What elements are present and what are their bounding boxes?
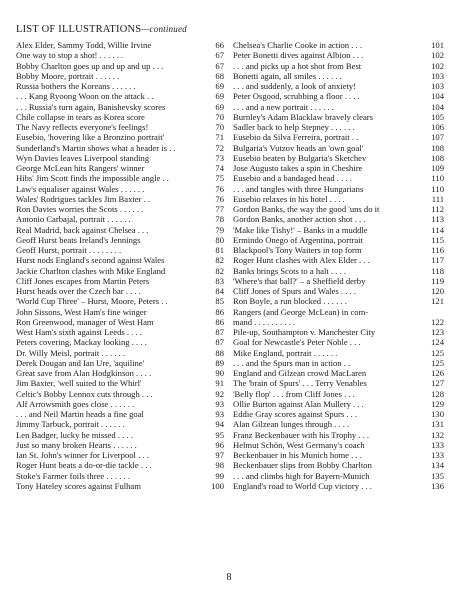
- illustration-page: 101: [431, 40, 444, 50]
- illustration-page: 125: [431, 357, 444, 368]
- list-item: [233, 143, 444, 153]
- list-item: [233, 184, 444, 194]
- illustration-page: 128: [431, 388, 444, 399]
- illustration-caption: Geoff Hurst beats Ireland's Jennings: [16, 234, 141, 245]
- illustration-caption: Hibs' Jim Scott finds the impossible angle . .: [16, 173, 169, 184]
- illustration-caption: Just so many broken Hearts . . . . . .: [16, 439, 137, 450]
- illustration-caption: 'World Cup Three' – Hurst, Moore, Peters . .: [16, 296, 168, 307]
- illustration-caption: Celtic's Bobby Lennox cuts through . . .: [16, 388, 153, 399]
- list-item: [233, 358, 444, 368]
- right-column: [233, 40, 444, 491]
- list-item: [233, 214, 444, 224]
- illustration-caption: Bobby Charlton goes up and up and up . . .: [16, 60, 164, 71]
- illustration-page: 97: [215, 450, 224, 460]
- illustration-caption: Gordon Banks, the way the good 'uns do it: [233, 204, 380, 214]
- illustration-caption: Chile collapse in tears as Korea score: [16, 111, 145, 122]
- illustration-page: 81: [215, 245, 224, 255]
- illustration-caption: West Ham's sixth against Leeds . . . .: [16, 327, 142, 337]
- list-item: [16, 450, 224, 460]
- illustration-page: 108: [431, 142, 444, 153]
- illustration-page: 130: [431, 409, 444, 419]
- illustration-caption: Burnley's Adam Blacklaw bravely clears: [233, 111, 373, 122]
- list-item: [233, 235, 444, 245]
- illustration-caption: Great save from Alan Hodgkinson . . . .: [16, 368, 152, 378]
- list-item: [233, 307, 444, 317]
- illustration-caption: Peter Bonetti dives against Albion . . .: [233, 50, 364, 61]
- list-item: [16, 266, 224, 276]
- illustration-page: 69: [215, 81, 224, 91]
- illustration-page: 118: [431, 265, 444, 276]
- illustration-page: 127: [431, 378, 444, 389]
- list-item: [16, 204, 224, 214]
- list-item: [233, 102, 444, 112]
- illustration-caption: . . . and tangles with three Hungarians: [233, 183, 364, 194]
- illustration-page: 82: [215, 265, 224, 276]
- illustration-page: 88: [215, 347, 224, 358]
- list-item: [16, 296, 224, 306]
- list-item: [233, 430, 444, 440]
- list-item: [233, 481, 444, 491]
- illustration-caption: Gordon Banks, another action shot . . .: [233, 214, 366, 225]
- list-item: [233, 255, 444, 265]
- illustration-page: 95: [215, 429, 224, 440]
- illustration-page: 132: [431, 429, 444, 440]
- illustration-caption: . . . and a new portrait . . . . . .: [233, 101, 334, 112]
- list-item: [16, 143, 224, 153]
- illustration-caption: Eusebio, 'hovering like a Bronzino portrait': [16, 132, 165, 143]
- illustration-page: 86: [215, 316, 224, 327]
- illustration-caption: Jose Augusto takes a spin in Cheshire: [233, 163, 363, 173]
- list-item: [16, 317, 224, 327]
- illustration-page: 87: [215, 327, 224, 337]
- illustration-page: 113: [431, 214, 444, 225]
- illustration-caption: Geoff Hurst, portrait . . . . . . . .: [16, 245, 122, 255]
- list-item: [16, 276, 224, 286]
- illustration-caption: One way to stop a shot! . . . . . .: [16, 50, 124, 61]
- list-item: [233, 71, 444, 81]
- illustration-caption: Alex Elder, Sammy Todd, Willie Irvine: [16, 40, 152, 50]
- illustration-caption: Eddie Gray scores against Spurs . . .: [233, 409, 358, 419]
- illustration-page: 111: [431, 193, 444, 204]
- illustration-caption: Blackpool's Tony Waiters in top form: [233, 245, 362, 255]
- list-item: [233, 419, 444, 429]
- illustration-caption: Peters covering, Mackay looking . . . .: [16, 337, 147, 348]
- list-item: [233, 153, 444, 163]
- illustration-page: 134: [431, 460, 444, 471]
- illustration-caption: Derek Dougan and Ian Ure, 'aquiline': [16, 357, 145, 368]
- list-item: [233, 450, 444, 460]
- list-item: [233, 81, 444, 91]
- illustration-page: 117: [431, 255, 444, 266]
- list-item: [233, 194, 444, 204]
- list-item: [16, 460, 224, 470]
- list-item: [16, 348, 224, 358]
- illustration-caption: Cliff Jones escapes from Martin Peters: [16, 275, 150, 286]
- illustration-caption: Sunderland's Martin shows what a header is . .: [16, 142, 176, 153]
- left-column: [16, 40, 224, 491]
- list-item: [16, 50, 224, 60]
- illustration-caption: Bonetti again, all smiles . . . . . .: [233, 70, 342, 81]
- list-item: [233, 204, 444, 214]
- list-item: [233, 327, 444, 337]
- illustration-page: 99: [215, 470, 224, 481]
- illustration-page: 131: [431, 419, 444, 430]
- illustration-page: 124: [431, 337, 444, 348]
- illustration-page: 135: [431, 470, 444, 481]
- list-item: [16, 214, 224, 224]
- list-item: [233, 460, 444, 470]
- list-item: [233, 122, 444, 132]
- list-item: [16, 132, 224, 142]
- list-item: [233, 286, 444, 296]
- illustration-caption: Antonio Carbajal, portrait . . . . . .: [16, 214, 131, 225]
- illustration-caption: Goal for Newcastle's Peter Noble . . .: [233, 337, 361, 348]
- illustration-page: 105: [431, 111, 444, 122]
- list-item: [16, 389, 224, 399]
- illustration-page: 91: [215, 378, 224, 389]
- list-item: [233, 440, 444, 450]
- illustration-page: 77: [215, 204, 224, 214]
- illustration-page: 85: [215, 296, 224, 307]
- illustration-page: 104: [431, 91, 444, 102]
- illustration-caption: 'Belly flop' . . . from Cliff Jones . . .: [233, 388, 355, 399]
- illustration-page: 73: [215, 152, 224, 163]
- illustration-caption: Rangers (and George McLean) in com-: [233, 306, 369, 317]
- illustration-caption: Dr. Willy Meisl, portrait . . . . . .: [16, 347, 126, 358]
- illustration-caption: Roger Hunt clashes with Alex Elder . . .: [233, 255, 370, 266]
- list-item: [233, 173, 444, 183]
- illustration-caption: Ron Boyle, a run blocked . . . . . .: [233, 296, 347, 307]
- illustration-caption: Russia bothers the Koreans . . . . . .: [16, 81, 136, 91]
- illustration-page: 86: [215, 306, 224, 317]
- illustration-caption: Ian St. John's winner for Liverpool . . .: [16, 450, 149, 460]
- list-item: [16, 307, 224, 317]
- list-item: [16, 368, 224, 378]
- illustration-caption: Bulgaria's Vutzov heads an 'own goal': [233, 142, 364, 153]
- illustration-caption: Ollie Burton against Alan Mullery . . .: [233, 398, 364, 409]
- illustration-page: 98: [215, 460, 224, 471]
- illustration-caption: Alf Arrowsmith goes close . . . . . .: [16, 398, 135, 409]
- illustration-caption: Chelsea's Charlie Cooke in action . . .: [233, 40, 362, 50]
- illustration-caption: Mike England, portrait . . . . . .: [233, 347, 338, 358]
- list-item: [16, 102, 224, 112]
- list-item: [16, 337, 224, 347]
- illustration-caption: Ron Davies worries the Scots . . . . . .: [16, 204, 144, 214]
- illustration-page: 67: [215, 50, 224, 61]
- illustration-page: 69: [215, 91, 224, 102]
- illustration-caption: England's road to World Cup victory . . .: [233, 480, 372, 491]
- illustration-page: 110: [431, 173, 444, 184]
- illustration-caption: Jackie Charlton clashes with Mike England: [16, 265, 166, 276]
- illustration-page: 120: [431, 286, 444, 296]
- list-item: [233, 276, 444, 286]
- list-item: [16, 471, 224, 481]
- illustration-caption: George McLean hits Rangers' winner: [16, 163, 145, 173]
- illustration-page: 126: [431, 368, 444, 378]
- illustration-page: 103: [431, 81, 444, 91]
- list-item: [16, 481, 224, 491]
- list-item: [233, 399, 444, 409]
- list-item: [233, 132, 444, 142]
- illustration-page: 68: [215, 70, 224, 81]
- illustration-caption: Hurst nods England's second against Wales: [16, 255, 165, 266]
- list-item: [233, 471, 444, 481]
- list-item: [16, 378, 224, 388]
- heading-title: LIST OF ILLUSTRATIONS: [16, 24, 142, 35]
- illustration-page: 94: [215, 419, 224, 430]
- illustration-caption: Franz Beckenbauer with his Trophy . . .: [233, 429, 370, 440]
- list-item: [233, 91, 444, 101]
- illustration-caption: Stoke's Farmer foils three . . . . . .: [16, 470, 130, 481]
- illustration-page: 72: [215, 142, 224, 153]
- illustration-caption: . . . and picks up a hot shot from Best: [233, 60, 362, 71]
- illustration-page: 66: [215, 40, 224, 50]
- illustration-page: 74: [215, 163, 224, 173]
- list-heading: [16, 24, 187, 35]
- illustration-page: 93: [215, 409, 224, 419]
- illustration-page: 123: [431, 327, 444, 337]
- illustration-caption: Beckenbauer in his Munich home . . .: [233, 450, 362, 460]
- illustration-page: [424, 307, 444, 317]
- list-item: [233, 266, 444, 276]
- list-item: [233, 368, 444, 378]
- illustration-caption: Beckenbauer slips from Bobby Charlton: [233, 460, 372, 471]
- list-item: [233, 40, 444, 50]
- illustration-caption: . . . and climbs high for Bayern-Munich: [233, 470, 370, 481]
- page-number: 8: [226, 572, 232, 583]
- illustration-page: 84: [215, 286, 224, 296]
- illustration-caption: Roger Hunt beats a do-or-die tackle . . .: [16, 460, 152, 471]
- illustration-caption: Ron Greenwood, manager of West Ham: [16, 316, 154, 327]
- illustration-caption: Wyn Davies leaves Liverpool standing: [16, 152, 150, 163]
- list-item: [233, 225, 444, 235]
- illustration-page: 82: [215, 255, 224, 266]
- list-item: [233, 389, 444, 399]
- illustration-page: 100: [211, 480, 224, 491]
- list-item: [16, 173, 224, 183]
- illustration-caption: Wales' Rodrigues tackles Jim Baxter . .: [16, 193, 151, 204]
- list-item: [16, 245, 224, 255]
- illustration-caption: mand . . . . . . . . . .: [233, 316, 296, 327]
- illustration-page: 121: [431, 296, 444, 307]
- illustration-page: 71: [215, 132, 224, 143]
- illustration-page: 96: [215, 439, 224, 450]
- illustration-page: 79: [215, 224, 224, 235]
- illustration-page: 92: [215, 388, 224, 399]
- list-item: [16, 286, 224, 296]
- illustration-page: 67: [215, 60, 224, 71]
- illustration-caption: Pile-up, Southampton v. Manchester City: [233, 327, 376, 337]
- list-item: [233, 296, 444, 306]
- illustration-caption: Banks brings Scots to a halt . . . .: [233, 265, 346, 276]
- list-item: [16, 153, 224, 163]
- list-item: [233, 317, 444, 327]
- illustration-page: 109: [431, 163, 444, 173]
- illustration-page: 108: [431, 152, 444, 163]
- illustration-page: 125: [431, 347, 444, 358]
- list-item: [233, 348, 444, 358]
- illustration-page: 119: [431, 275, 444, 286]
- illustration-caption: Eusebio beaten by Bulgaria's Sketchev: [233, 152, 367, 163]
- heading-continued: —continued: [141, 24, 187, 34]
- list-item: [16, 255, 224, 265]
- illustration-caption: Real Madrid, back against Chelsea . . .: [16, 224, 149, 235]
- illustration-page: 115: [431, 234, 444, 245]
- illustration-caption: Alan Gilzean lunges through . . . .: [233, 419, 350, 430]
- illustration-caption: . . . and Neil Martin heads a fine goal: [16, 409, 144, 419]
- illustration-caption: Tony Hateley scores against Fulham: [16, 480, 141, 491]
- illustration-caption: Len Badger, lucky he missed . . . .: [16, 429, 133, 440]
- illustration-page: 133: [431, 439, 444, 450]
- illustration-page: 90: [215, 368, 224, 378]
- illustration-page: 89: [215, 357, 224, 368]
- illustration-caption: Law's equaliser against Wales . . . . . .: [16, 183, 145, 194]
- list-item: [16, 440, 224, 450]
- illustration-caption: Eusebio relaxes in his hotel . . . .: [233, 193, 345, 204]
- illustration-page: 110: [431, 183, 444, 194]
- illustration-caption: England and Gilzean crowd MacLaren: [233, 368, 367, 378]
- illustration-page: 80: [215, 234, 224, 245]
- illustration-caption: Ermindo Onego of Argentina, portrait: [233, 234, 363, 245]
- illustration-page: 78: [215, 214, 224, 225]
- illustration-page: 116: [431, 245, 444, 255]
- list-item: [233, 61, 444, 71]
- illustration-page: 75: [215, 173, 224, 184]
- illustration-page: 69: [215, 101, 224, 112]
- list-item: [16, 40, 224, 50]
- illustration-caption: . . . Russia's turn again, Banishevsky scores: [16, 101, 166, 112]
- illustration-page: 83: [215, 275, 224, 286]
- illustration-page: 70: [215, 111, 224, 122]
- illustration-page: 103: [431, 70, 444, 81]
- illustration-page: 122: [431, 316, 444, 327]
- list-item: [16, 409, 224, 419]
- list-item: [233, 50, 444, 60]
- list-item: [16, 71, 224, 81]
- list-item: [16, 163, 224, 173]
- illustration-page: 114: [431, 224, 444, 235]
- illustration-caption: Eusebio and a bandaged head . . . .: [233, 173, 352, 184]
- list-item: [233, 409, 444, 419]
- illustration-page: 107: [431, 132, 444, 143]
- illustration-caption: John Sissons, West Ham's fine winger: [16, 306, 147, 317]
- list-item: [16, 225, 224, 235]
- illustration-caption: Hurst heads over the Czech bar . . . .: [16, 286, 141, 296]
- list-item: [16, 399, 224, 409]
- illustration-caption: The 'brain of Spurs' . . . Terry Venables: [233, 378, 367, 389]
- list-item: [16, 327, 224, 337]
- list-item: [233, 112, 444, 122]
- illustration-page: 76: [215, 193, 224, 204]
- list-item: [16, 91, 224, 101]
- illustration-page: 102: [431, 50, 444, 61]
- illustration-page: 93: [215, 398, 224, 409]
- list-item: [16, 430, 224, 440]
- list-item: [16, 419, 224, 429]
- list-item: [16, 112, 224, 122]
- illustration-caption: Jimmy Tarbuck, portrait . . . . . .: [16, 419, 125, 430]
- list-item: [16, 122, 224, 132]
- list-item: [233, 337, 444, 347]
- illustration-page: 129: [431, 398, 444, 409]
- list-item: [16, 61, 224, 71]
- illustration-caption: . . . and the Spurs man in action . .: [233, 357, 351, 368]
- illustration-page: 106: [431, 122, 444, 132]
- illustration-caption: Sadler back to help Stepney . . . . . .: [233, 122, 355, 132]
- illustration-caption: Jim Baxter, 'well suited to the Whirl': [16, 378, 142, 389]
- illustration-page: 112: [431, 204, 444, 214]
- illustration-page: 87: [215, 337, 224, 348]
- list-item: [16, 184, 224, 194]
- illustration-caption: Cliff Jones of Spurs and Wales . . . .: [233, 286, 356, 296]
- illustration-caption: Bobby Moore, portrait . . . . . .: [16, 70, 120, 81]
- illustration-caption: Eusebio da Silva Ferreira, portrait . .: [233, 132, 359, 143]
- illustration-page: 70: [215, 122, 224, 132]
- list-item: [16, 235, 224, 245]
- illustration-caption: Peter Osgood, scrubbing a floor . . . .: [233, 91, 360, 102]
- list-item: [16, 81, 224, 91]
- illustration-caption: . . . Kang Ryoong Woon on the attack . .: [16, 91, 154, 102]
- list-item: [16, 194, 224, 204]
- illustration-caption: 'Where's that ball?' – a Sheffield derby: [233, 275, 366, 286]
- illustration-page: 104: [431, 101, 444, 112]
- list-item: [233, 378, 444, 388]
- illustration-caption: Helmut Schön, West Germany's coach: [233, 439, 365, 450]
- illustration-page: 136: [431, 480, 444, 491]
- list-item: [233, 245, 444, 255]
- illustration-caption: The Navy reflects everyone's feelings!: [16, 122, 149, 132]
- list-item: [16, 358, 224, 368]
- illustration-page: 133: [431, 450, 444, 460]
- illustration-page: 76: [215, 183, 224, 194]
- list-item: [233, 163, 444, 173]
- illustration-caption: . . . and suddenly, a look of anxiety!: [233, 81, 357, 91]
- illustration-caption: 'Make like Tishy!' – Banks in a muddle: [233, 224, 368, 235]
- illustration-page: 102: [431, 60, 444, 71]
